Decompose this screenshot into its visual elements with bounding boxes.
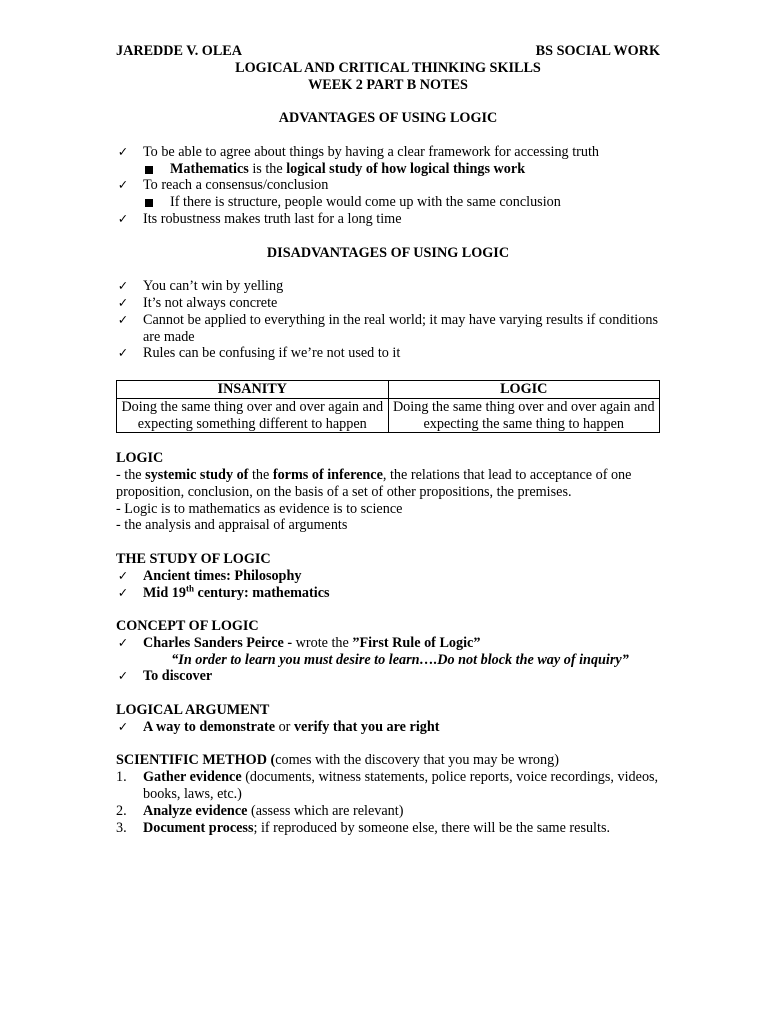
check-icon: ✓	[117, 668, 129, 684]
table-header-row	[117, 380, 660, 398]
study-list	[116, 568, 660, 602]
check-icon: ✓	[117, 294, 129, 310]
list-item: ✓ Its robustness makes truth last for a long time	[117, 210, 402, 227]
check-icon: ✓	[117, 634, 129, 650]
peirce-quote: “In order to learn you must desire to learn….Do not block the way of inquiry”	[171, 651, 629, 668]
author-name: JAREDDE V. OLEA	[116, 43, 243, 59]
list-item: ✓ Rules can be confusing if we’re not used to it	[117, 345, 401, 362]
check-icon: ✓	[117, 718, 129, 734]
week-title: WEEK 2 PART B NOTES	[308, 76, 468, 93]
document-content	[116, 43, 660, 836]
check-icon: ✓	[117, 311, 129, 327]
advantages-list	[116, 144, 660, 161]
list-item: ✓ Ancient times: Philosophy	[117, 567, 302, 584]
header-row	[116, 43, 660, 60]
list-item: If there is structure, people would come up with the same conclusion	[143, 194, 660, 211]
list-item: ✓ To reach a consensus/conclusion	[117, 177, 329, 194]
concept-title: CONCEPT OF LOGIC	[116, 618, 259, 635]
check-icon: ✓	[117, 584, 129, 600]
logic-analogy: - Logic is to mathematics as evidence is to science	[116, 500, 403, 517]
list-item: ✓ Charles Sanders Peirce - wrote the ”First Rule of Logic”	[117, 634, 481, 651]
advantages-sublist-1	[143, 161, 660, 178]
list-item: Mathematics is the logical study of how logical things work	[143, 161, 660, 178]
list-item: ✓ You can’t win by yelling	[117, 278, 284, 295]
logic-title: LOGIC	[116, 450, 164, 467]
scientific-title: SCIENTIFIC METHOD (comes with the discovery that you may be wrong)	[116, 752, 559, 769]
list-item: 2. Analyze evidence (assess which are relevant)	[116, 802, 404, 819]
table-row	[117, 398, 660, 433]
square-bullet-icon	[145, 199, 153, 207]
table-cell: Doing the same thing over and over again and expecting the same thing to happen	[388, 398, 660, 433]
table-header-insanity: INSANITY	[117, 380, 389, 398]
list-item: ✓ Cannot be applied to everything in the real world; it may have varying results if conditions are made	[117, 311, 658, 345]
disadvantages-title: DISADVANTAGES OF USING LOGIC	[266, 244, 510, 261]
course-name: BS SOCIAL WORK	[535, 43, 660, 59]
table-header-logic: LOGIC	[388, 380, 660, 398]
list-item: ✓ It’s not always concrete	[117, 294, 278, 311]
list-item: ✓ A way to demonstrate or verify that you are right	[117, 718, 440, 735]
check-icon: ✓	[117, 143, 129, 159]
table-cell: Doing the same thing over and over again and expecting something different to happen	[117, 398, 389, 433]
square-bullet-icon	[145, 166, 153, 174]
check-icon: ✓	[117, 278, 129, 294]
check-icon: ✓	[117, 345, 129, 361]
list-item: ✓ Mid 19th century: mathematics	[117, 582, 330, 601]
check-icon: ✓	[117, 567, 129, 583]
subject-title: LOGICAL AND CRITICAL THINKING SKILLS	[235, 59, 541, 76]
advantages-title: ADVANTAGES OF USING LOGIC	[278, 110, 498, 127]
list-item: ✓ To discover	[117, 668, 213, 685]
check-icon: ✓	[117, 210, 129, 226]
list-item: ✓ To be able to agree about things by having a clear framework for accessing truth	[117, 143, 599, 160]
argument-title: LOGICAL ARGUMENT	[116, 702, 270, 719]
list-item: 3. Document process; if reproduced by someone else, there will be the same results.	[116, 819, 611, 836]
check-icon: ✓	[117, 177, 129, 193]
scientific-steps	[116, 769, 660, 836]
concept-list	[116, 635, 660, 652]
comparison-table	[116, 380, 660, 433]
study-title: THE STUDY OF LOGIC	[116, 550, 271, 567]
logic-definition: - the systemic study of the forms of inference, the relations that lead to acceptance of one proposition, conclusion, on the basis of a set of other propositions, the premises.	[116, 466, 632, 500]
argument-list	[116, 719, 660, 736]
list-item: 1. Gather evidence (documents, witness statements, police reports, voice recordings, videos, books, laws, etc.)	[116, 769, 659, 803]
disadvantages-list	[116, 278, 660, 362]
logic-analysis: - the analysis and appraisal of arguments	[116, 517, 348, 534]
advantages-sublist-2	[143, 194, 660, 211]
